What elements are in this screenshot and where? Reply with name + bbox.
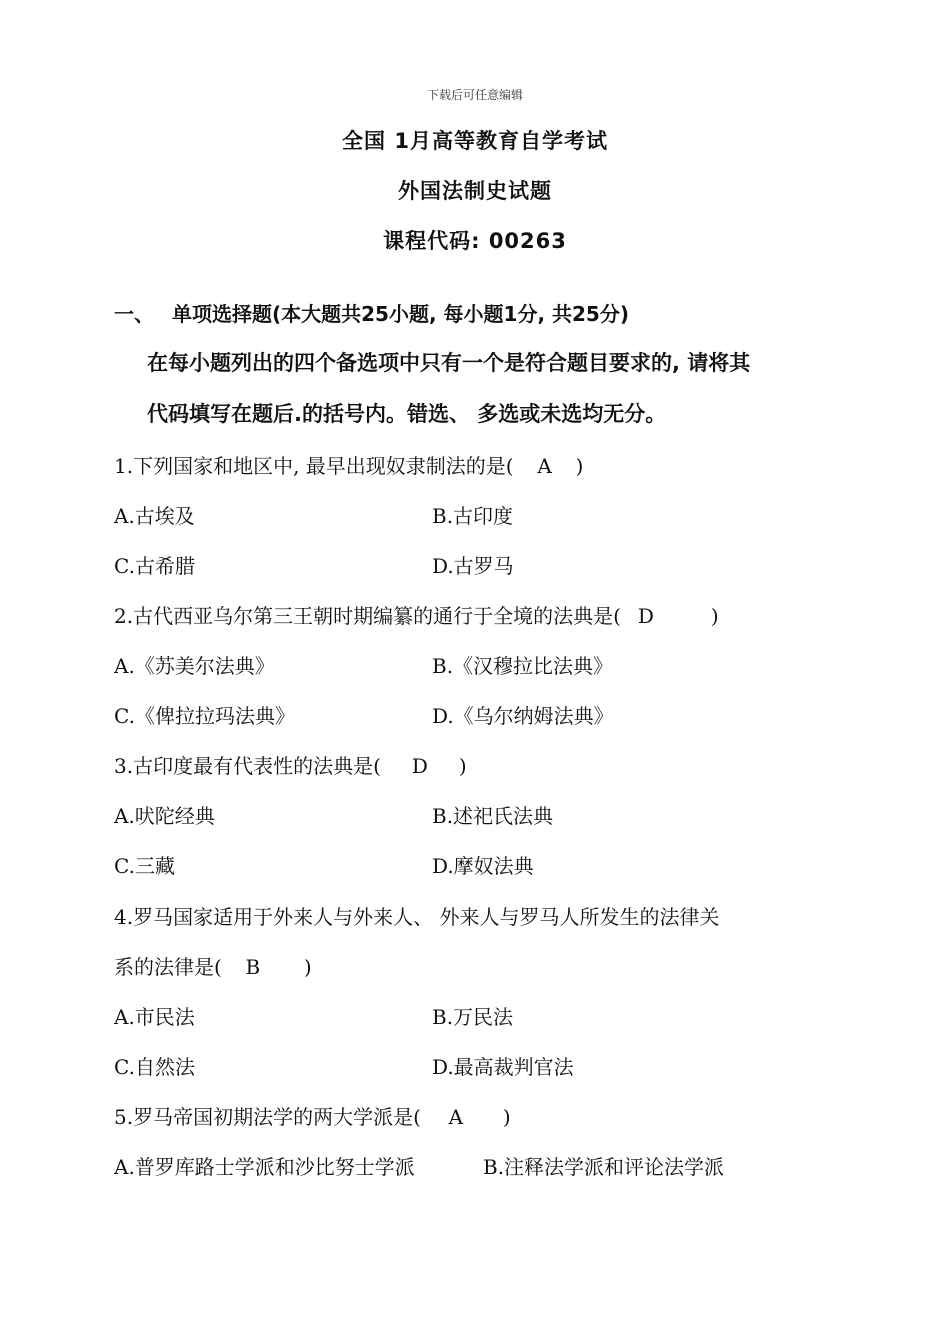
question-close: ) bbox=[303, 955, 312, 979]
option: B.注释法学派和评论法学派 bbox=[483, 1155, 725, 1179]
question-text: 1.下列国家和地区中, 最早出现奴隶制法的是( bbox=[114, 454, 514, 478]
question-stem: 4.罗马国家适用于外来人与外来人、 外来人与罗马人所发生的法律关 bbox=[114, 905, 720, 929]
question-close: ) bbox=[458, 754, 467, 778]
option: A.市民法 bbox=[114, 1005, 195, 1029]
option: B.述祀氏法典 bbox=[432, 804, 554, 828]
answer-mark: A bbox=[448, 1105, 464, 1129]
course-code: 课程代码: 00263 bbox=[383, 229, 567, 253]
question-stem bbox=[114, 450, 583, 479]
subject-title: 外国法制史试题 bbox=[398, 179, 552, 203]
option: C.《俾拉拉玛法典》 bbox=[114, 704, 295, 728]
instruction-line-2: 代码填写在题后.的括号内。错选、 多选或未选均无分。 bbox=[147, 402, 667, 426]
answer-mark: A bbox=[537, 454, 552, 478]
question-text: 2.古代西亚乌尔第三王朝时期编纂的通行于全境的法典是( bbox=[114, 604, 621, 628]
option: B.古印度 bbox=[432, 504, 514, 528]
option: A.吠陀经典 bbox=[114, 804, 215, 828]
question-stem bbox=[114, 600, 719, 629]
option: C.三藏 bbox=[114, 854, 175, 878]
option: D.《乌尔纳姆法典》 bbox=[432, 704, 614, 728]
instruction-line-1: 在每小题列出的四个备选项中只有一个是符合题目要求的, 请将其 bbox=[147, 351, 751, 375]
option: D.摩奴法典 bbox=[432, 854, 534, 878]
answer-mark: D bbox=[411, 754, 428, 778]
question-close: ) bbox=[502, 1105, 511, 1129]
question-stem bbox=[114, 1101, 511, 1130]
option: A.古埃及 bbox=[114, 504, 195, 528]
answer-mark: B bbox=[245, 955, 261, 979]
question-text: 系的法律是( bbox=[114, 955, 222, 979]
option: D.最高裁判官法 bbox=[432, 1055, 574, 1079]
section-heading bbox=[114, 298, 629, 327]
option: B.万民法 bbox=[432, 1005, 514, 1029]
option: B.《汉穆拉比法典》 bbox=[432, 654, 614, 678]
question-close: ) bbox=[710, 604, 719, 628]
exam-title: 全国 1月高等教育自学考试 bbox=[342, 129, 608, 153]
section-number: 一、 bbox=[114, 302, 154, 326]
question-text: 3.古印度最有代表性的法典是( bbox=[114, 754, 381, 778]
option: D.古罗马 bbox=[432, 554, 514, 578]
option: C.自然法 bbox=[114, 1055, 195, 1079]
option: C.古希腊 bbox=[114, 554, 195, 578]
question-stem-continued bbox=[114, 951, 312, 980]
header-note: 下载后可任意编辑 bbox=[426, 88, 523, 102]
question-stem bbox=[114, 750, 467, 779]
option: A.《苏美尔法典》 bbox=[114, 654, 275, 678]
answer-mark: D bbox=[637, 604, 654, 628]
question-close: ) bbox=[575, 454, 584, 478]
question-text: 5.罗马帝国初期法学的两大学派是( bbox=[114, 1105, 421, 1129]
option: A.普罗库路士学派和沙比努士学派 bbox=[114, 1155, 415, 1179]
section-title: 单项选择题(本大题共25小题, 每小题1分, 共25分) bbox=[172, 302, 629, 326]
